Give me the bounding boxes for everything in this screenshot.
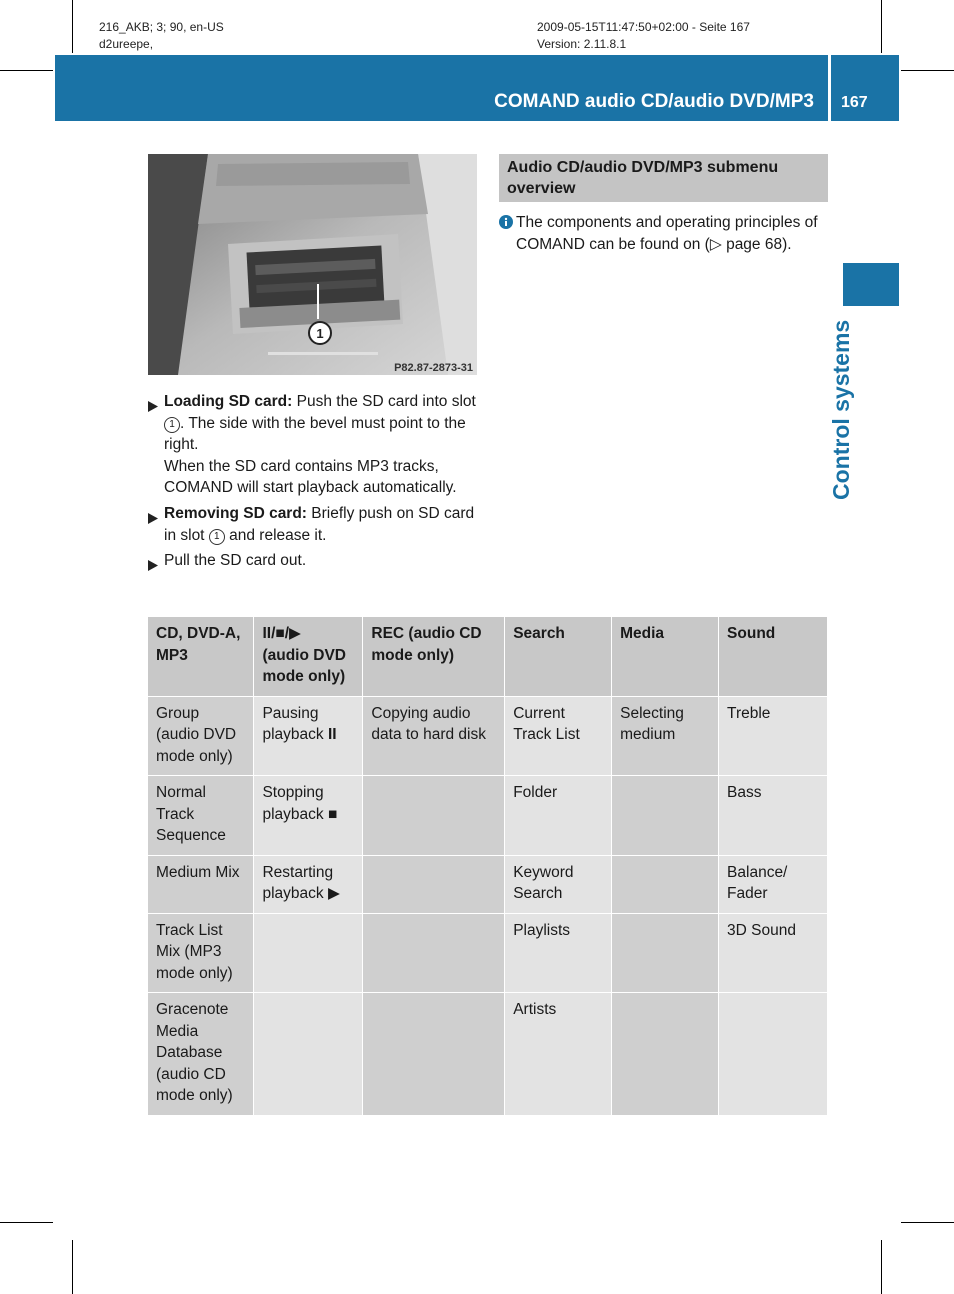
step-text: Pull the SD card out. bbox=[164, 552, 307, 570]
instruction-list bbox=[148, 391, 483, 576]
table-cell: Selecting medium bbox=[612, 696, 719, 776]
info-icon bbox=[499, 214, 513, 236]
section-heading: Audio CD/audio DVD/MP3 submenu overview bbox=[499, 154, 828, 202]
play-symbol: ▶ bbox=[327, 885, 340, 902]
table-cell bbox=[254, 855, 363, 913]
step-note: When the SD card contains MP3 tracks, COMAND will start playback automatically. bbox=[164, 457, 457, 497]
table-cell: Treble bbox=[719, 696, 828, 776]
cell-text: Restarting playback bbox=[262, 863, 334, 902]
info-text: The components and operating principles of COMAND can be found on (▷ page 68). bbox=[516, 214, 818, 253]
step-title: Removing SD card: bbox=[164, 504, 307, 522]
playback-symbols: II/■/▶ bbox=[262, 625, 301, 642]
cell-text: Stopping playback bbox=[262, 784, 328, 823]
table-cell bbox=[612, 855, 719, 913]
table-cell bbox=[254, 696, 363, 776]
table-row bbox=[148, 855, 828, 913]
table-cell: Group (audio DVD mode only) bbox=[148, 696, 254, 776]
table-cell: Normal Track Sequence bbox=[148, 776, 254, 856]
crop-mark bbox=[881, 1240, 882, 1294]
info-note bbox=[499, 212, 851, 255]
column-header: REC (audio CD mode only) bbox=[363, 617, 505, 696]
step-title: Loading SD card: bbox=[164, 393, 293, 410]
table-cell bbox=[363, 913, 505, 993]
column-header: CD, DVD-A, MP3 bbox=[148, 617, 254, 696]
callout-ref: 1 bbox=[209, 529, 225, 545]
callout-ref: 1 bbox=[164, 417, 180, 433]
cell-text: Pausing playback bbox=[262, 704, 328, 743]
page-number: 167 bbox=[841, 94, 868, 111]
stop-symbol: ■ bbox=[327, 805, 338, 823]
crop-mark bbox=[72, 1240, 73, 1294]
figure-code: P82.87-2873-31 bbox=[394, 362, 473, 374]
header-bar bbox=[55, 55, 828, 121]
instruction-step bbox=[148, 503, 483, 546]
print-meta-left: 216_AKB; 3; 90, en-US d2ureepe, bbox=[99, 20, 224, 51]
column-header bbox=[254, 617, 363, 696]
submenu-table bbox=[148, 617, 828, 1116]
table-cell: Balance/ Fader bbox=[719, 855, 828, 913]
crop-mark bbox=[881, 0, 882, 53]
step-text: Push the SD card into slot bbox=[292, 393, 476, 410]
table-row bbox=[148, 696, 828, 776]
table-cell: Bass bbox=[719, 776, 828, 856]
table-cell: Artists bbox=[505, 993, 612, 1116]
table-cell bbox=[612, 913, 719, 993]
table-header-row bbox=[148, 617, 828, 696]
table-cell: Track List Mix (MP3 mode only) bbox=[148, 913, 254, 993]
table-cell: Gracenote Media Database (audio CD mode only) bbox=[148, 993, 254, 1116]
instruction-step bbox=[148, 391, 483, 499]
table-cell: Folder bbox=[505, 776, 612, 856]
table-row bbox=[148, 993, 828, 1116]
step-text: and release it. bbox=[224, 526, 327, 544]
step-arrow-icon bbox=[148, 397, 158, 419]
table-cell bbox=[612, 993, 719, 1116]
pause-symbol: II bbox=[327, 726, 337, 743]
table-cell: Copying audio data to hard disk bbox=[363, 696, 505, 776]
table-cell bbox=[363, 776, 505, 856]
crop-mark bbox=[901, 1222, 954, 1223]
step-text: Briefly push on SD card in slot bbox=[164, 504, 475, 544]
crop-mark bbox=[0, 70, 53, 71]
table-cell bbox=[719, 993, 828, 1116]
column-header: Media bbox=[612, 617, 719, 696]
table-cell bbox=[612, 776, 719, 856]
callout-1-label: 1 bbox=[316, 326, 324, 341]
sd-card-slot-photo bbox=[148, 154, 477, 375]
table-row bbox=[148, 776, 828, 856]
page-number-box bbox=[831, 55, 899, 121]
table-cell: 3D Sound bbox=[719, 913, 828, 993]
table-cell bbox=[254, 776, 363, 856]
table-row bbox=[148, 913, 828, 993]
instruction-step bbox=[148, 550, 483, 572]
column-header-text: (audio DVD mode only) bbox=[262, 646, 346, 685]
table-cell: Playlists bbox=[505, 913, 612, 993]
table-cell: Keyword Search bbox=[505, 855, 612, 913]
table-cell bbox=[254, 993, 363, 1116]
step-arrow-icon bbox=[148, 509, 158, 531]
step-text: . The side with the bevel must point to the right. bbox=[164, 414, 466, 454]
side-tab-label: Control systems bbox=[828, 319, 854, 500]
crop-mark bbox=[0, 1222, 53, 1223]
table-cell bbox=[254, 913, 363, 993]
page-title: COMAND audio CD/audio DVD/MP3 bbox=[494, 91, 814, 112]
table-cell: Current Track List bbox=[505, 696, 612, 776]
table-cell bbox=[363, 855, 505, 913]
table-cell bbox=[363, 993, 505, 1116]
print-meta-right: 2009-05-15T11:47:50+02:00 - Seite 167 Version: 2.11.8.1 bbox=[537, 20, 750, 51]
table-cell: Medium Mix bbox=[148, 855, 254, 913]
step-arrow-icon bbox=[148, 556, 158, 578]
column-header: Sound bbox=[719, 617, 828, 696]
crop-mark bbox=[901, 70, 954, 71]
crop-mark bbox=[72, 0, 73, 53]
column-header: Search bbox=[505, 617, 612, 696]
